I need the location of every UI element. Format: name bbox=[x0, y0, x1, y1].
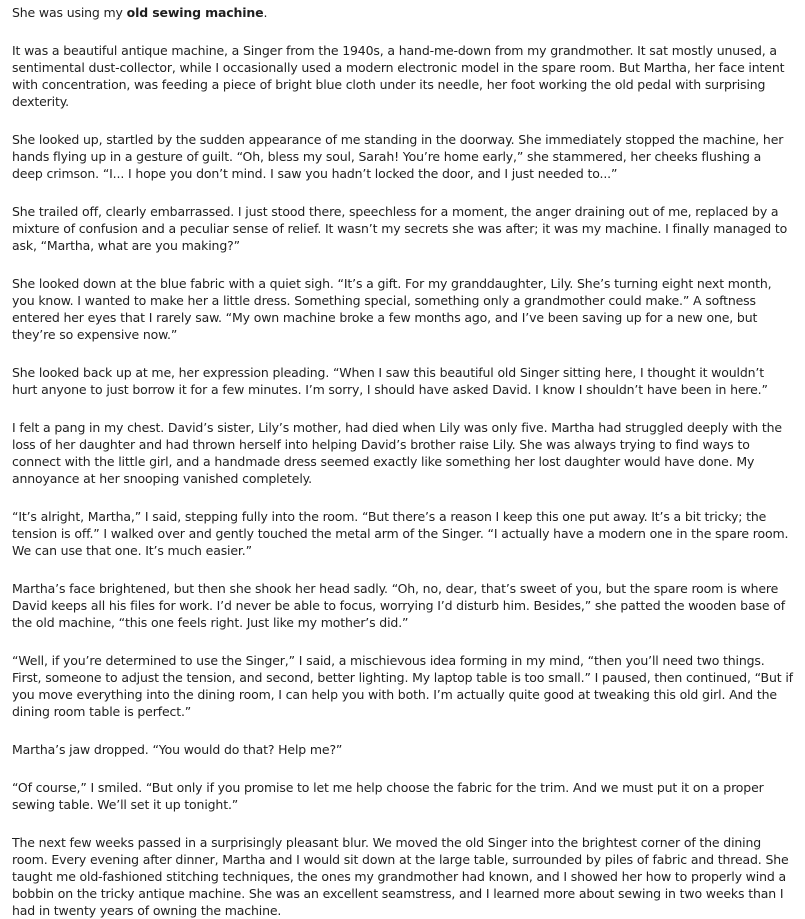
intro-text: She was using my bbox=[12, 5, 127, 20]
paragraph-3: She trailed off, clearly embarrassed. I just stood there, speechless for a moment, the anger draining out of me, replaced by a mixture of confusion and a peculiar sense of relief. It wasn’t my secrets she was after; it was my machine. I finally managed to ask, “Martha, what are you making?” bbox=[12, 204, 788, 253]
paragraph-10: Martha’s jaw dropped. “You would do that? Help me?” bbox=[12, 742, 343, 757]
intro-emphasis: old sewing machine bbox=[126, 5, 264, 20]
paragraph-5: She looked back up at me, her expression pleading. “When I saw this beautiful old Singer sitting here, I thought it wouldn’t hurt anyone to just borrow it for a few minutes. I’m sorry, I should have asked David. I know I shouldn’t have been in here.” bbox=[12, 365, 768, 397]
paragraph-7: “It’s alright, Martha,” I said, stepping fully into the room. “But there’s a reason I keep this one put away. It’s a bit tricky; the tension is off.” I walked over and gently touched the metal arm of the Singer. “I actually have a modern one in the spare room. We can use that one. It’s much easier.” bbox=[12, 509, 789, 558]
paragraph-4: She looked down at the blue fabric with a quiet sigh. “It’s a gift. For my granddaughter, Lily. She’s turning eight next month, you know. I wanted to make her a little dress. Something special, something only a grandmother could make.” A softness entered her eyes that I rarely saw. “My own machine broke a few months ago, and I’ve been saving up for a new one, but they’re so expensive now.” bbox=[12, 276, 772, 342]
paragraph-2: She looked up, startled by the sudden appearance of me standing in the doorway. She immediately stopped the machine, her hands flying up in a gesture of guilt. “Oh, bless my soul, Sarah! You’re home early,” she stammered, her cheeks flushing a deep crimson. “I... I hope you don’t mind. I saw you hadn’t locked the door, and I just needed to...” bbox=[12, 132, 784, 181]
paragraph-9: “Well, if you’re determined to use the Singer,” I said, a mischievous idea forming in my mind, “then you’ll need two things. First, someone to adjust the tension, and second, better lighting. My laptop table is too small.” I paused, then continued, “But if you move everything into the dining room, I can help you with both. I’m actually quite good at tweaking this old girl. And the dining room table is perfect.” bbox=[12, 653, 793, 719]
intro-end: . bbox=[263, 5, 268, 20]
paragraph-6: I felt a pang in my chest. David’s sister, Lily’s mother, had died when Lily was only five. Martha had struggled deeply with the loss of her daughter and had thrown herself into helping David’s brother raise Lily. She was always trying to find ways to connect with the little girl, and a handmade dress seemed exactly like something her lost daughter would have done. My annoyance at her snooping vanished completely. bbox=[12, 420, 782, 486]
paragraph-intro bbox=[12, 4, 793, 21]
paragraph-1: It was a beautiful antique machine, a Singer from the 1940s, a hand-me-down from my grandmother. It sat mostly unused, a sentimental dust-collector, while I occasionally used a modern electronic model in the spare room. But Martha, her face intent with concentration, was feeding a piece of bright blue cloth under its needle, her foot working the old pedal with surprising dexterity. bbox=[12, 43, 785, 109]
paragraph-11: “Of course,” I smiled. “But only if you promise to let me help choose the fabric for the trim. And we must put it on a proper sewing table. We’ll set it up tonight.” bbox=[12, 780, 764, 812]
paragraph-12: The next few weeks passed in a surprisingly pleasant blur. We moved the old Singer into the brightest corner of the dining room. Every evening after dinner, Martha and I would sit down at the large table, surrounded by piles of fabric and thread. She taught me old-fashioned stitching techniques, the ones my grandmother had known, and I showed her how to properly wind a bobbin on the tricky antique machine. She was an excellent seamstress, and I learned more about sewing in two weeks than I had in twenty years of owning the machine. bbox=[12, 835, 789, 918]
paragraph-8: Martha’s face brightened, but then she shook her head sadly. “Oh, no, dear, that’s sweet of you, but the spare room is where David keeps all his files for work. I’d never be able to focus, worrying I’d disturb him. Besides,” she patted the wooden base of the old machine, “this one feels right. Just like my mother’s did.” bbox=[12, 581, 785, 630]
